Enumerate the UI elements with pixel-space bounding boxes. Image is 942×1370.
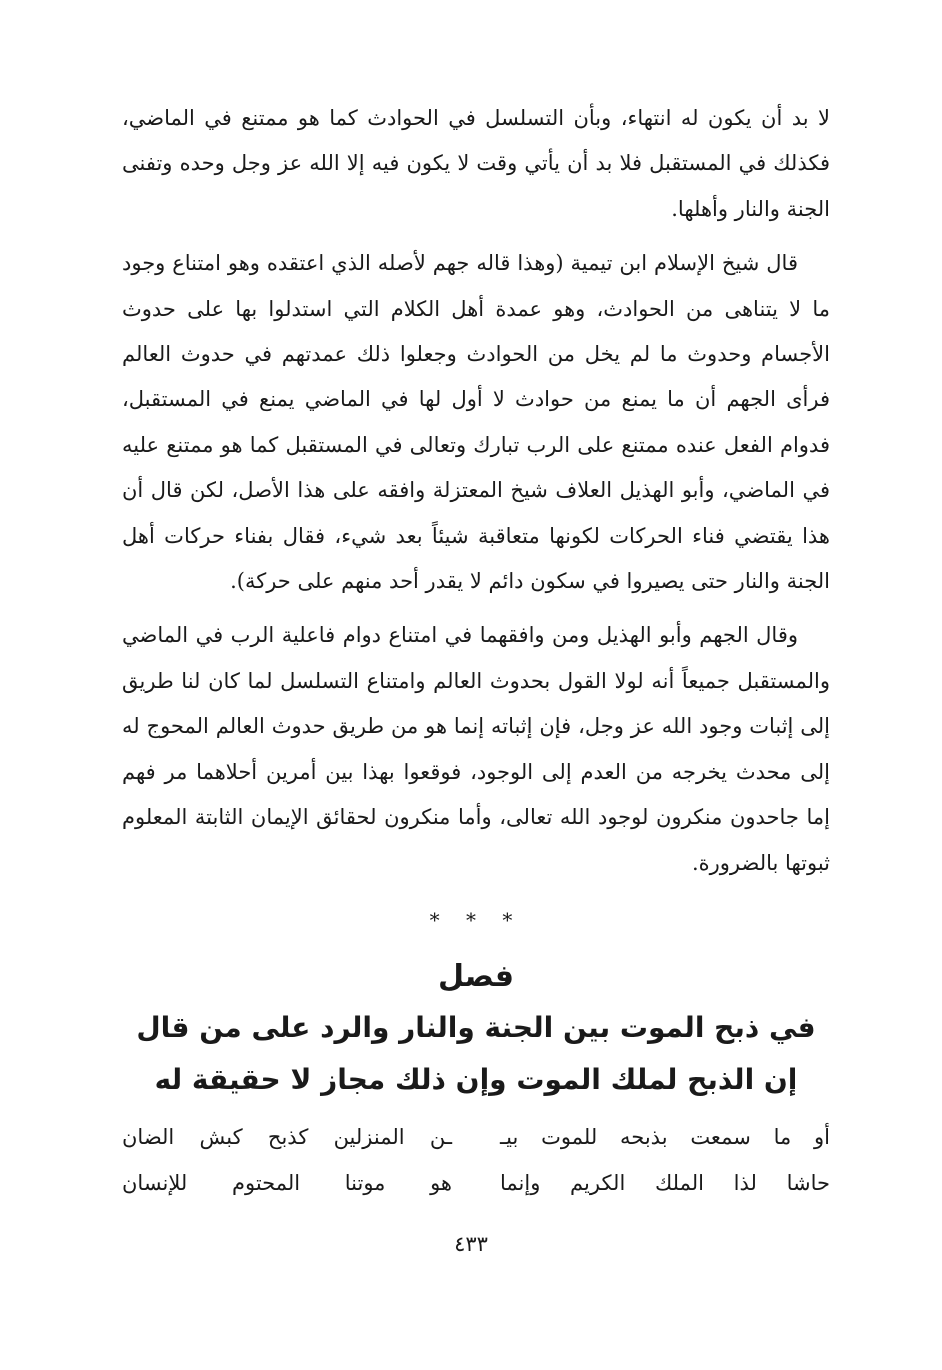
paragraph-2: قال شيخ الإسلام ابن تيمية (وهذا قاله جهم لأصله الذي اعتقده وهو امتناع وجود ما لا يتناهى من الحوادث، وهو عمدة أهل الكلام التي استدلوا بها على حدوث الأجسام وحدوث ما لم يخل من الحوادث وجعلوا ذلك عمدتهم في حدوث العالم فرأى الجهم أن ما يمنع من حوادث لا أول لها في الماضي يمنع في المستقبل، فدوام الفعل عنده ممتنع على الرب تبارك وتعالى في المستقبل كما هو ممتنع عليه في الماضي، وأبو الهذيل العلاف شيخ المعتزلة وافقه على هذا الأصل، لكن قال أن هذا يقتضي فناء الحركات لكونها متعاقبة شيئاً بعد شيء، فقال بفناء حركات أهل الجنة والنار حتى يصيروا في سكون دائم لا يقدر أحد منهم على حركة). — [122, 251, 830, 594]
paragraph-3: وقال الجهم وأبو الهذيل ومن وافقهما في امتناع دوام فاعلية الرب في الماضي والمستقبل جميعاً أنه لولا القول بحدوث العالم وامتناع التسلسل لما كان لنا طريق إلى إثبات وجود الله عز وجل، فإن إثباته إنما هو من طريق حدوث العالم المحوج له إلى محدث يخرجه من العدم إلى الوجود، فوقعوا بهذا بين أمرين أحلاهما مر فهم إما جاحدون منكرون لوجود الله تعالى، وأما منكرون لحقائق الإيمان الثابتة المعلوم ثبوتها بالضرورة. — [122, 623, 830, 875]
section-title-line-1: في ذبح الموت بين الجنة والنار والرد على من قال — [136, 1010, 816, 1044]
poem-verse — [122, 1114, 830, 1160]
verse-first-hemistich: حاشا لذا الملك الكريم وإنما — [500, 1170, 830, 1195]
poem — [122, 1114, 830, 1206]
poem-verse — [122, 1160, 830, 1206]
verse-second-hemistich: هو موتنا المحتوم للإنسان — [122, 1170, 452, 1195]
page-body — [122, 96, 830, 1206]
section-label: فصل — [438, 958, 514, 994]
paragraph-1: لا بد أن يكون له انتهاء، وبأن التسلسل في الحوادث كما هو ممتنع في الماضي، فكذلك في المستقبل فلا بد أن يأتي وقت لا يكون فيه إلا الله عز وجل وحده وتفنى الجنة والنار وأهلها. — [122, 106, 830, 221]
verse-first-hemistich: أو ما سمعت بذبحه للموت بيـ — [500, 1124, 830, 1149]
section-title-line-2: إن الذبح لملك الموت وإن ذلك مجاز لا حقيقة له — [154, 1062, 798, 1096]
page-number: ٤٣٣ — [454, 1232, 488, 1256]
section-separator: * * * — [429, 907, 523, 932]
verse-second-hemistich: ـن المنزلين كذبح كبش الضان — [122, 1124, 452, 1149]
